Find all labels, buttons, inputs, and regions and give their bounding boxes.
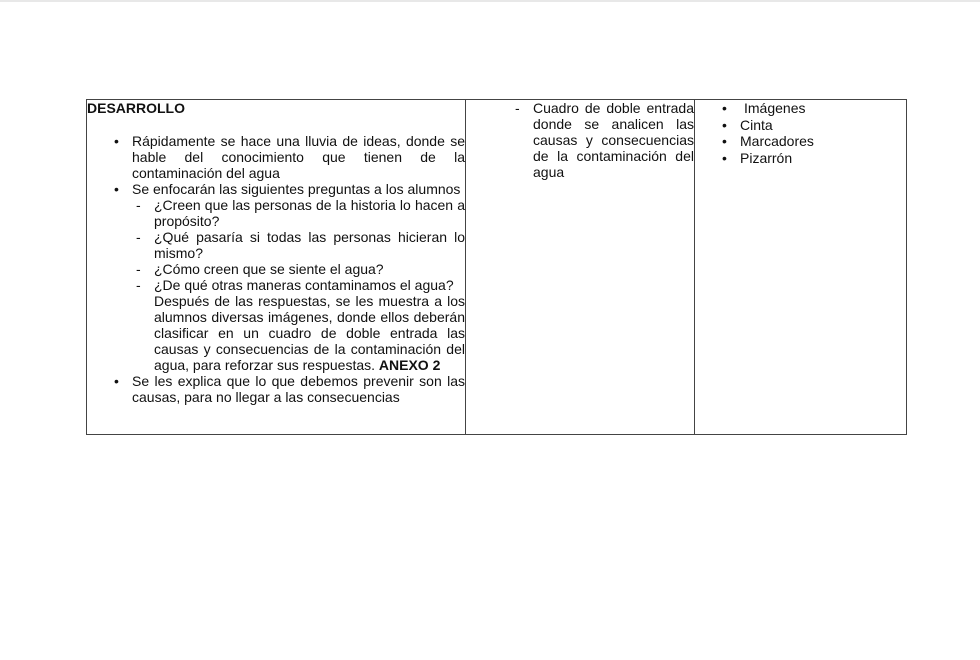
evidence-cell [466,100,695,435]
material-text: Cinta [740,116,773,133]
list-item [87,373,465,405]
question-item [87,229,465,261]
bullet-icon: • [114,373,119,389]
lesson-plan-table [86,99,907,435]
dash-icon: - [136,197,141,213]
bullet-icon: • [722,149,727,166]
dash-icon: - [136,229,141,245]
bullet-icon: • [114,133,119,149]
bullet-icon: • [722,116,727,133]
activity-paragraph [87,293,465,373]
section-heading: DESARROLLO [87,100,185,116]
question-text: ¿Qué pasaría si todas las personas hicieran lo mismo? [154,229,465,261]
question-text: ¿De qué otras maneras contaminamos el agua? [154,277,454,293]
material-text: Pizarrón [740,149,793,166]
material-item [695,133,906,150]
bullet-icon: • [722,133,727,149]
annex-label: ANEXO 2 [378,357,441,373]
list-item-text: Se les explica que lo que debemos prevenir son las causas, para no llegar a las consecuencias [132,373,465,405]
material-item [695,150,906,167]
question-item [87,261,465,277]
activities-cell [87,100,466,435]
dash-icon: - [136,277,141,293]
question-text: ¿Cómo creen que se siente el agua? [154,261,384,277]
dash-icon: - [136,261,141,277]
page-top-edge [0,0,980,2]
paragraph-text: Después de las respuestas, se les muestra a los alumnos diversas imágenes, donde ellos deberán clasificar en un cuadro de doble entrada las causas y consecuencias de la contaminación del agua, para reforzar sus respuestas. [154,293,465,373]
list-item [87,181,465,197]
material-item [695,117,906,134]
material-text: Marcadores [740,133,814,149]
evidence-text: Cuadro de doble entrada donde se analicen las causas y consecuencias de la contaminación del agua [533,100,694,180]
material-text: Imágenes [744,100,806,116]
list-item [466,100,694,180]
question-text: ¿Creen que las personas de la historia lo hacen a propósito? [154,197,465,229]
materials-cell [695,100,907,435]
bullet-icon: • [114,181,119,197]
list-item-text: Rápidamente se hace una lluvia de ideas, donde se hable del conocimiento que tienen de la contaminación del agua [132,133,465,181]
question-item [87,277,465,293]
material-item [695,100,906,117]
bullet-icon: • [722,100,727,116]
question-item [87,197,465,229]
table-row [87,100,907,435]
list-item [87,133,465,181]
dash-icon: - [515,100,520,116]
list-item-text: Se enfocarán las siguientes preguntas a los alumnos [132,181,461,197]
